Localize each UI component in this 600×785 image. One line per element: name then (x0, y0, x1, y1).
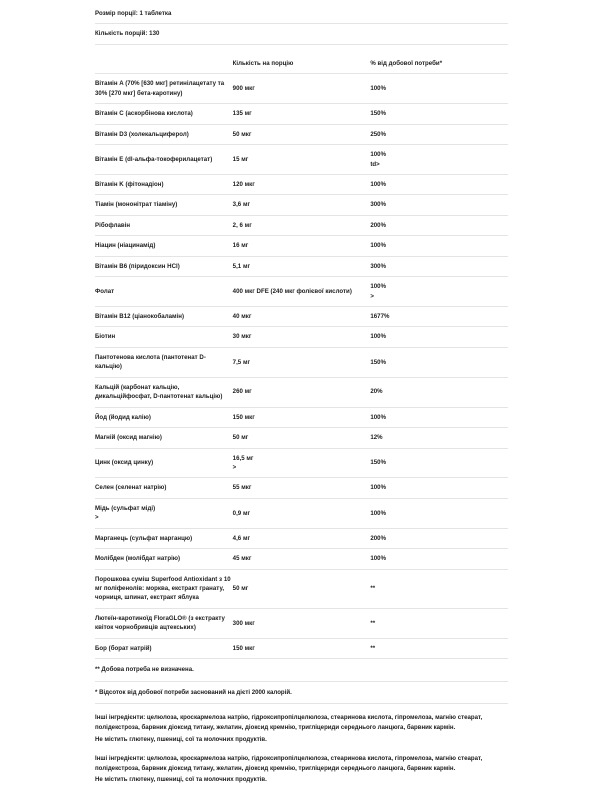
ingredients-paragraph (95, 704, 508, 745)
daily-value: 100% (370, 413, 387, 421)
amount-value: 2, 6 мг (232, 221, 252, 229)
nutrient-name: Бор (борат натрій) (95, 644, 152, 652)
amount-value: 3,6 мг (232, 201, 251, 209)
amount-value: 260 мг (232, 388, 252, 396)
nutrient-name-cell (95, 104, 233, 124)
amount-value: 16,5 мг (232, 454, 254, 462)
amount-per-serving-cell (233, 448, 371, 478)
amount-per-serving-cell (233, 478, 371, 498)
nutrient-name: Біотин (95, 333, 116, 341)
daily-value: 200% (370, 221, 387, 229)
nutrient-name-cell (95, 124, 233, 144)
amount-value: 16 мг (232, 242, 249, 250)
nutrient-name-cell (95, 347, 233, 377)
daily-value-cell (370, 124, 508, 144)
nutrient-name: Пантотенова кислота (пантотенат D-кальцію) (95, 353, 206, 371)
daily-value-cell (370, 327, 508, 347)
stray-markup-fragment: > (95, 514, 99, 522)
daily-value-cell (370, 236, 508, 256)
table-row (95, 478, 508, 498)
nutrient-name: Магній (оксид магнію) (95, 434, 162, 442)
stray-markup-fragment: > (370, 292, 374, 300)
amount-value: 150 мкг (232, 413, 255, 421)
amount-value: 135 мг (232, 110, 252, 118)
daily-value-cell (370, 256, 508, 276)
servings-per-container-row (95, 24, 508, 44)
nutrient-name: Йод (йодид калію) (95, 413, 151, 421)
table-spacer-cell (95, 44, 508, 54)
nutrient-name: Вітамін D3 (холекальциферол) (95, 130, 189, 138)
amount-per-serving-cell (233, 407, 371, 427)
daily-value-cell (370, 478, 508, 498)
nutrient-name-cell (95, 448, 233, 478)
nutrient-name: Цинк (оксид цинку) (95, 459, 154, 467)
daily-value: 150% (370, 358, 387, 366)
serving-size-row (95, 4, 508, 24)
nutrient-name-cell (95, 549, 233, 569)
amount-value: 50 мг (232, 434, 249, 442)
amount-value: 300 мкг (232, 619, 255, 627)
table-row (95, 256, 508, 276)
daily-value-cell (370, 377, 508, 407)
table-row (95, 407, 508, 427)
amount-per-serving-cell (233, 236, 371, 256)
amount-per-serving-cell (233, 174, 371, 194)
amount-per-serving-cell (233, 215, 371, 235)
nutrient-name: Лютеїн-каротиноїд FloraGLO® (з екстракту квіток чорнобривців ацтекських) (95, 614, 225, 632)
amount-value: 120 мкг (232, 180, 255, 188)
footnote: * Відсоток від добової потреби заснований на дієті 2000 калорій. (95, 682, 508, 704)
nutrient-name-cell (95, 277, 233, 307)
amount-per-serving-cell (233, 307, 371, 327)
table-row (95, 74, 508, 104)
nutrient-name: Вітамін E (dl-альфа-токоферилацетат) (95, 155, 213, 163)
table-spacer-row (95, 44, 508, 54)
stray-markup-fragment: > (232, 463, 237, 471)
nutrient-name-cell (95, 74, 233, 104)
amount-per-serving-cell (233, 377, 371, 407)
table-row (95, 569, 508, 608)
table-row (95, 195, 508, 215)
table-row (95, 277, 508, 307)
daily-value: 100% (370, 283, 387, 291)
daily-value-cell (370, 104, 508, 124)
amount-value: 45 мкг (232, 555, 252, 563)
nutrient-name-cell (95, 215, 233, 235)
amount-per-serving-cell (233, 256, 371, 276)
daily-value-cell (370, 608, 508, 638)
daily-value-cell (370, 347, 508, 377)
nutrient-name-cell (95, 377, 233, 407)
allergen-free-statement: Не містить глютену, пшениці, сої та молочних продуктів. (95, 776, 267, 784)
nutrient-name: Вітамін A (70% [630 мкг] ретинілацетату та 30% [270 мкг] бета-каротину) (95, 80, 225, 97)
stray-markup-fragment: td> (370, 160, 380, 168)
daily-value: 300% (370, 262, 387, 270)
daily-value-cell (370, 549, 508, 569)
amount-per-serving-cell (233, 608, 371, 638)
nutrient-name-cell (95, 195, 233, 215)
nutrient-name-cell (95, 256, 233, 276)
supplement-facts-table (95, 4, 508, 659)
footnotes (95, 659, 508, 704)
nutrient-name: Порошкова суміш Superfood Antioxidant з 10 мг поліфенолів: морква, екстракт гранату, чорниця, шпинат, екстракт яблука (95, 575, 231, 602)
table-row (95, 327, 508, 347)
nutrient-name: Вітамін B6 (піридоксин HCl) (95, 262, 180, 270)
table-row (95, 307, 508, 327)
amount-per-serving-cell (233, 347, 371, 377)
ingredients-list-text: Інші інгредієнти: целюлоза, кроскармелоза натрію, гідроксипропілцелюлоза, стеаринова кислота, гіпромелоза, магнію стеарат, полідекстроза, барвник діоксид титану, желатин, діоксид кремнію, тригліцериди середнього ланцюга, барвник кармін. (95, 754, 483, 772)
ingredients-section (95, 704, 508, 785)
table-row (95, 236, 508, 256)
daily-value: 150% (370, 459, 387, 467)
nutrient-name-cell (95, 236, 233, 256)
daily-value-cell (370, 528, 508, 548)
column-header-nutrient (95, 54, 233, 74)
footnote: ** Добова потреба не визначена. (95, 659, 508, 681)
daily-value: 300% (370, 201, 387, 209)
amount-value: 4,6 мг (232, 534, 251, 542)
amount-per-serving-cell (233, 569, 371, 608)
amount-value: 50 мг (232, 585, 249, 592)
daily-value: 100% (370, 85, 387, 93)
daily-value-cell (370, 174, 508, 194)
ingredients-list-text: Інші інгредієнти: целюлоза, кроскармелоза натрію, гідроксипропілцелюлоза, стеаринова кислота, гіпромелоза, магнію стеарат, полідекстроза, барвник діоксид титану, желатин, діоксид кремнію, тригліцериди середнього ланцюга, барвник кармін. (95, 714, 483, 731)
nutrient-name: Селен (селенат натрію) (95, 484, 167, 492)
nutrient-name: Вітамін C (аскорбінова кислота) (95, 110, 193, 118)
amount-value: 0,9 мг (232, 509, 251, 517)
nutrient-name: Вітамін B12 (ціанокобаламін) (95, 313, 185, 320)
table-row (95, 448, 508, 478)
nutrient-name: Кальцій (карбонат кальцію, дикальційфосфат, D-пантотенат кальцію) (95, 383, 223, 401)
daily-value-cell (370, 638, 508, 658)
amount-per-serving-cell (233, 277, 371, 307)
table-header-row (95, 54, 508, 74)
table-row (95, 377, 508, 407)
nutrient-name: Молібден (молібдат натрію) (95, 555, 181, 563)
allergen-free-statement: Не містить глютену, пшениці, сої та молочних продуктів. (95, 735, 267, 743)
table-row (95, 608, 508, 638)
table-row (95, 124, 508, 144)
amount-per-serving-cell (233, 428, 371, 448)
daily-value-cell (370, 277, 508, 307)
daily-value-cell (370, 307, 508, 327)
nutrient-name-cell (95, 145, 233, 175)
table-row (95, 347, 508, 377)
daily-value: 100% (370, 242, 387, 250)
table-row (95, 215, 508, 235)
daily-value-cell (370, 195, 508, 215)
amount-value: 5,1 мг (232, 262, 251, 270)
nutrient-name: Рібофлавін (95, 221, 131, 229)
supplement-facts-body (95, 4, 508, 659)
serving-size-label: Розмір порції: 1 таблетка (95, 4, 508, 24)
table-row (95, 528, 508, 548)
amount-per-serving-cell (233, 528, 371, 548)
amount-per-serving-cell (233, 327, 371, 347)
daily-value: 200% (370, 534, 387, 542)
nutrient-name-cell (95, 327, 233, 347)
amount-value: 40 мкг (232, 313, 252, 320)
nutrient-name-cell (95, 407, 233, 427)
nutrient-name-cell (95, 498, 233, 528)
amount-per-serving-cell (233, 104, 371, 124)
daily-value: 100% (370, 555, 387, 563)
table-row (95, 104, 508, 124)
nutrient-name-cell (95, 307, 233, 327)
daily-value: 12% (370, 434, 383, 442)
nutrient-name-cell (95, 428, 233, 448)
amount-value: 400 мкг DFE (240 мкг фолієвої кислоти) (232, 287, 352, 295)
nutrient-name: Ніацин (ніацинамід) (95, 242, 156, 250)
daily-value: ** (370, 644, 376, 652)
nutrient-name-cell (95, 638, 233, 658)
amount-value: 30 мкг (232, 333, 252, 341)
table-row (95, 638, 508, 658)
nutrient-name: Фолат (95, 287, 115, 295)
nutrient-name: Мідь (сульфат міді) (95, 504, 156, 512)
amount-per-serving-cell (233, 638, 371, 658)
daily-value: 100% (370, 509, 387, 517)
daily-value-cell (370, 569, 508, 608)
daily-value: ** (370, 585, 376, 592)
nutrient-name-cell (95, 608, 233, 638)
amount-value: 7,5 мг (232, 358, 251, 366)
daily-value: 100% (370, 333, 387, 341)
servings-per-container-label: Кількість порцій: 130 (95, 24, 508, 44)
daily-value-cell (370, 428, 508, 448)
daily-value-cell (370, 215, 508, 235)
amount-per-serving-cell (233, 195, 371, 215)
nutrient-name-cell (95, 478, 233, 498)
column-header-daily-value: % від добової потреби* (370, 54, 508, 74)
amount-per-serving-cell (233, 74, 371, 104)
table-row (95, 145, 508, 175)
amount-per-serving-cell (233, 145, 371, 175)
nutrient-name: Марганець (сульфат марганцю) (95, 534, 193, 542)
daily-value: 250% (370, 130, 387, 138)
nutrient-name-cell (95, 174, 233, 194)
daily-value: 100% (370, 484, 387, 492)
daily-value: 150% (370, 110, 387, 118)
daily-value: 100% (370, 180, 387, 188)
daily-value: 100% (370, 151, 387, 159)
daily-value-cell (370, 498, 508, 528)
amount-value: 900 мкг (232, 85, 255, 93)
nutrient-name: Тіамін (мононітрат тіаміну) (95, 201, 178, 209)
amount-value: 15 мг (232, 155, 249, 163)
daily-value: 1677% (370, 313, 390, 320)
daily-value: 20% (370, 388, 383, 396)
nutrient-name-cell (95, 569, 233, 608)
column-header-amount-per-serving: Кількість на порцію (233, 54, 371, 74)
daily-value-cell (370, 74, 508, 104)
amount-per-serving-cell (233, 124, 371, 144)
daily-value-cell (370, 407, 508, 427)
amount-per-serving-cell (233, 498, 371, 528)
daily-value-cell (370, 448, 508, 478)
nutrient-name-cell (95, 528, 233, 548)
table-row (95, 549, 508, 569)
table-row (95, 428, 508, 448)
amount-value: 55 мкг (232, 484, 252, 492)
amount-per-serving-cell (233, 549, 371, 569)
table-row (95, 174, 508, 194)
table-row (95, 498, 508, 528)
nutrient-name: Вітамін K (фітонадіон) (95, 180, 164, 188)
amount-value: 50 мкг (232, 130, 252, 138)
ingredients-paragraph (95, 745, 508, 785)
amount-value: 150 мкг (232, 644, 255, 652)
daily-value: ** (370, 619, 376, 627)
daily-value-cell (370, 145, 508, 175)
